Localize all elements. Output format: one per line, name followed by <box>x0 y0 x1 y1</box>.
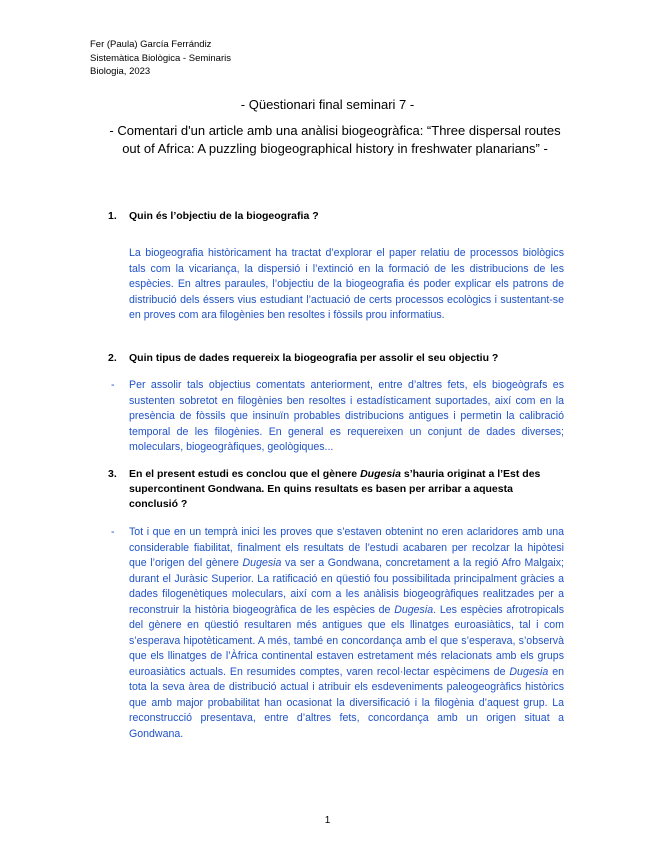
document-header <box>90 38 231 79</box>
genus-name: Dugesia <box>509 665 549 678</box>
genus-name: Dugesia <box>394 603 434 616</box>
question-3 <box>108 467 563 512</box>
genus-name: Dugesia <box>242 557 282 569</box>
question-text: Quin és l’objectiu de la biogeografia ? <box>129 210 319 222</box>
answer-text: Per assolir tals objectius comentats anteriorment, entre d’altres fets, els biogeògrafs es sustenten sobretot en filogènies ben resoltes i estadísticament suportades, així com en la presència de fòssils que insinuïn probables distribucions antigues i permetin la calibració temporal de les filogènies. En general es requereixen un conjunt de dades diverses; moleculars, biogeogràfiques, geològiques... <box>129 379 564 453</box>
page-number: 1 <box>324 815 331 826</box>
answer-marker: - <box>111 526 115 538</box>
question-number: 3. <box>108 468 117 480</box>
questionnaire-title: - Qüestionari final seminari 7 - <box>240 97 415 112</box>
answer-text: Tot i que en un temprà inici les proves que s’estaven obtenint no eren aclaridores amb una considerable fiabilitat, finalment els resultats de l’estudi acabaren per recolzar la hipòtesi que l’origen del gènere Dugesia va ser a Gondwana, concretament a la regió Afro Malgaix; durant el Juràsic Superior. La ratificació en qüestió fou possibilitada principalment gràcies a dades filogenètiques moleculars, així com a les anàlisis biogeogràfiques realitzades per a reconstruir la història biogeogràfica de les espècies de Dugesia. Les espècies afrotropicals del gènere en qüestió resultaren més antigues que els llinatges euroasiàtics, tal i com s’esperava hipotèticament. A més, també en concordança amb el que s’esperava, s’observà que els llinatges de l’Àfrica continental estaven estretament més relacionats amb els grups euroasiàtics actuals. En resumides comptes, varen recol·lectar espècimens de Dugesia en tota la seva àrea de distribució actual i atribuir els esdeveniments paleogeogràfics històrics que amb major probabilitat han ocasionat la diversificació i la filogènia d’aquest grup. La reconstrucció presentava, entre d’altres fets, concordança amb un origen situat a Gondwana. <box>129 526 564 740</box>
genus-name: Dugesia <box>360 468 401 480</box>
answer-2 <box>111 378 564 456</box>
question-number: 2. <box>108 352 117 364</box>
article-title: - Comentari d'un article amb una anàlisi biogeogràfica: “Three dispersal routes out of Africa: A puzzling biogeographical history in freshwater planarians” - <box>109 123 561 156</box>
question-1 <box>108 209 563 224</box>
course-name: Sistemàtica Biològica - Seminaris <box>90 52 231 64</box>
answer-1: La biogeografia històricament ha tractat d’explorar el paper relatiu de processos biològics tals com la vicariança, la dispersió i l’extinció en la formació de les distribucions de les espècies. En altres paraules, l’objectiu de la biogeografia és poder explicar els patrons de distribució dels éssers vius estudiant l’actuació de certs processos ecològics i sustentant-se en proves com ara filogènies ben resoltes i fòssils prou informatius. <box>129 247 564 321</box>
question-text: En el present estudi es conclou que el gènere Dugesia s’hauria originat a l’Est des supercontinent Gondwana. En quins resultats es basen per arribar a aquesta conclusió ? <box>129 468 541 510</box>
answer-3 <box>111 525 564 742</box>
question-2 <box>108 351 563 366</box>
question-number: 1. <box>108 210 117 222</box>
degree-year: Biologia, 2023 <box>90 66 151 77</box>
author-name: Fer (Paula) García Ferrándiz <box>90 39 212 50</box>
question-text: Quin tipus de dades requereix la biogeografia per assolir el seu objectiu ? <box>129 352 499 364</box>
answer-marker: - <box>111 379 115 391</box>
